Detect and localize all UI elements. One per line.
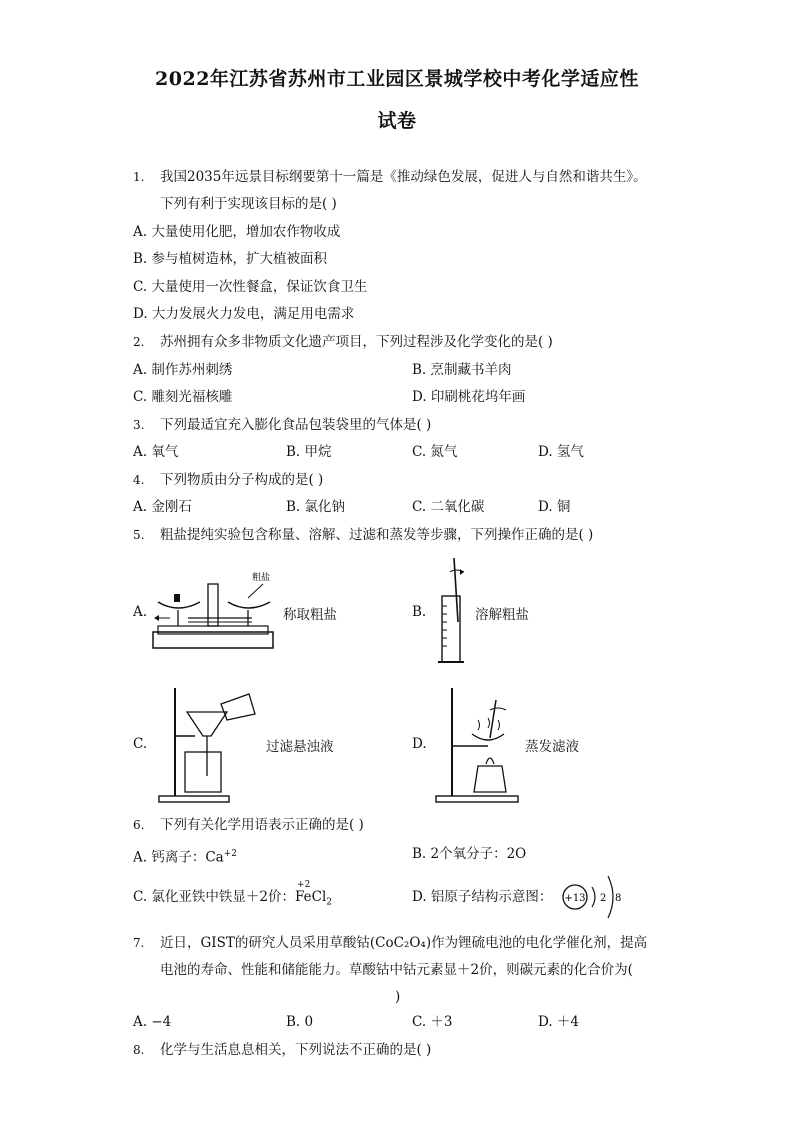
question-stem: 粗盐提纯实验包含称量、溶解、过滤和蒸发等步骤，下列操作正确的是( ) (160, 527, 594, 543)
question-stem: ) (395, 989, 401, 1005)
aluminum-atom-diagram (560, 870, 630, 924)
option-d: D. 大力发展火力发电，满足用电需求 (133, 306, 355, 322)
coarse-salt-label: 粗盐 (252, 573, 271, 583)
option-b-label: B. (412, 604, 427, 620)
question-stem: 我国2035年远景目标纲要第十一篇是《推动绿色发展，促进人与自然和谐共生》。 (160, 169, 647, 185)
option-c: C. ＋3 (412, 1014, 453, 1030)
option-c: C. 氯化亚铁中铁显＋2价： +2 FeCl$_2$ (133, 880, 333, 908)
filtration-figure (155, 686, 260, 806)
question-number: 8. (133, 1043, 145, 1057)
option-a: A. 金刚石 (133, 499, 192, 515)
question-stem: 下列物质由分子构成的是( ) (160, 472, 324, 488)
option-a: A. 钙离子：$Ca^{+2}$ (133, 849, 237, 866)
option-d: D. 铜 (538, 499, 571, 515)
balance-scale-figure (148, 570, 278, 652)
option-d: D. ＋4 (538, 1014, 580, 1030)
option-c: C. 二氧化碳 (412, 499, 485, 515)
evaporation-figure (432, 686, 522, 806)
option-d: D. 铝原子结构示意图： (412, 889, 553, 905)
option-b: B. 0 (286, 1014, 314, 1030)
question-stem: 下列有利于实现该目标的是( ) (160, 196, 337, 212)
question-stem: 近日，GIST的研究人员采用草酸钴(CoC₂O₄)作为锂硫电池的电化学催化剂，提高 (160, 935, 648, 951)
page-title-line1: 2022年江苏省苏州市工业园区景城学校中考化学适应性 (155, 68, 639, 90)
caption-d: 蒸发滤液 (525, 739, 579, 755)
option-b: B. 甲烷 (286, 444, 332, 460)
option-a-label: A. (133, 604, 148, 620)
question-stem: 下列最适宜充入膨化食品包装袋里的气体是( ) (160, 417, 432, 433)
question-stem: 苏州拥有众多非物质文化遗产项目，下列过程涉及化学变化的是( ) (160, 334, 553, 350)
question-stem: 化学与生活息息相关，下列说法不正确的是( ) (160, 1042, 432, 1058)
caption-b: 溶解粗盐 (475, 607, 529, 623)
option-d: D. 氢气 (538, 444, 584, 460)
shell-1-electrons: 2 (600, 893, 607, 904)
option-c: C. 大量使用一次性餐盒，保证饮食卫生 (133, 279, 368, 295)
page-title-line2: 试卷 (377, 110, 417, 132)
question-number: 1. (133, 170, 145, 184)
question-number: 3. (133, 418, 145, 432)
question-number: 7. (133, 936, 145, 950)
option-a: A. 制作苏州刺绣 (133, 362, 233, 378)
option-b: B. 参与植树造林，扩大植被面积 (133, 251, 328, 267)
question-number: 4. (133, 473, 145, 487)
option-c: C. 氮气 (412, 444, 458, 460)
graduated-cylinder-figure (430, 556, 470, 670)
question-stem: 下列有关化学用语表示正确的是( ) (160, 817, 364, 833)
caption-c: 过滤悬浊液 (266, 739, 334, 755)
option-a: A. −4 (133, 1014, 172, 1030)
option-a: A. 氧气 (133, 444, 179, 460)
shell-2-electrons: 8 (615, 893, 622, 904)
option-b: B. 氯化钠 (286, 499, 346, 515)
question-number: 6. (133, 818, 145, 832)
option-b: B. 烹制藏书羊肉 (412, 362, 512, 378)
caption-a: 称取粗盐 (283, 607, 337, 623)
option-d: D. 印刷桃花坞年画 (412, 389, 526, 405)
option-c: C. 雕刻光福核雕 (133, 389, 233, 405)
nucleus-label: +13 (564, 893, 586, 904)
option-c-label: C. (133, 736, 148, 752)
option-a: A. 大量使用化肥，增加农作物收成 (133, 224, 341, 240)
option-d-label: D. (412, 736, 427, 752)
question-number: 5. (133, 528, 145, 542)
question-number: 2. (133, 335, 145, 349)
question-stem: 电池的寿命、性能和储能能力。草酸钴中钴元素显＋2价，则碳元素的化合价为( (160, 962, 633, 978)
option-b: B. 2个氧分子：2O (412, 846, 527, 862)
